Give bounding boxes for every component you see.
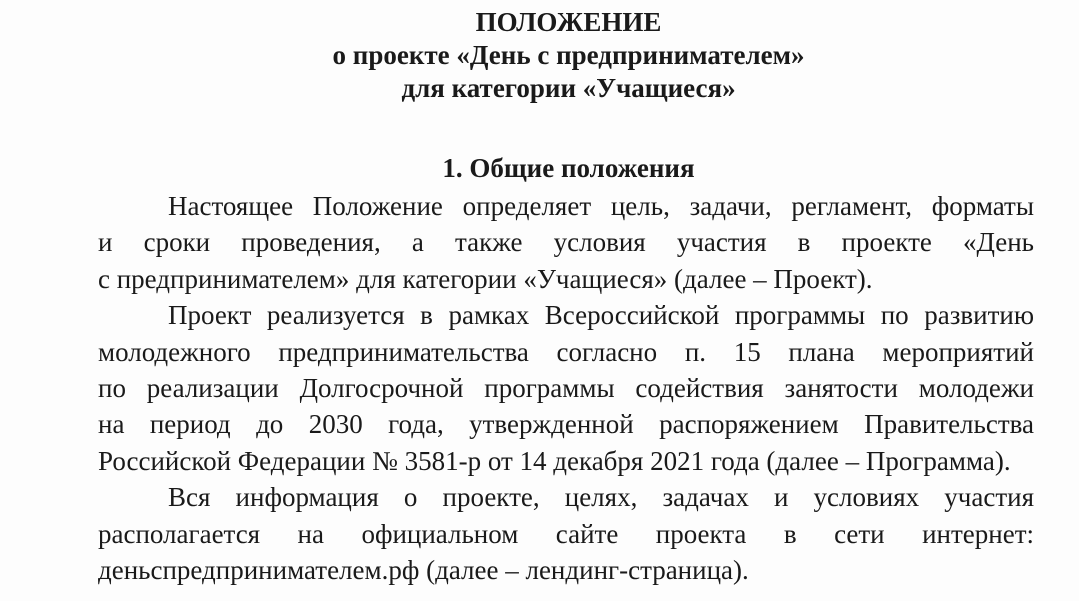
paragraph-2-line-4: на период до 2030 года, утвержденной распоряжением Правительства <box>98 409 1034 440</box>
paragraph-1-line-3: с предпринимателем» для категории «Учащиеся» (далее – Проект). <box>98 263 873 294</box>
document-title <box>0 6 1079 105</box>
paragraph-1-line-1: Настоящее Положение определяет цель, задачи, регламент, форматы <box>168 191 1034 221</box>
section-heading-text: 1. Общие положения <box>442 153 695 183</box>
paragraph-2-line-2: молодежного предпринимательства согласно п. 15 плана мероприятий <box>98 336 1034 367</box>
section-heading <box>0 152 1079 185</box>
title-line-1: ПОЛОЖЕНИЕ <box>475 7 662 37</box>
paragraph-3-line-2: располагается на официальном сайте проекта в сети интернет: <box>98 518 1034 549</box>
paragraph-2-line-1: Проект реализуется в рамках Всероссийской программы по развитию <box>168 300 1034 331</box>
paragraph-3-line-1: Вся информация о проекте, целях, задачах и условиях участия <box>168 482 1034 513</box>
title-line-3: для категории «Учащиеся» <box>401 73 736 103</box>
paragraph-3-line-3: деньспредпринимателем.рф (далее – лендинг-страница). <box>98 554 749 585</box>
paragraph-2-line-5: Российской Федерации № 3581-р от 14 декабря 2021 года (далее – Программа). <box>98 445 1011 476</box>
title-line-2: о проекте «День с предпринимателем» <box>332 40 805 70</box>
paragraph-2-line-3: по реализации Долгосрочной программы содействия занятости молодежи <box>98 372 1034 403</box>
paragraph-1-line-2: и сроки проведения, а также условия участия в проекте «День <box>98 227 1034 258</box>
body-text <box>98 188 1034 588</box>
